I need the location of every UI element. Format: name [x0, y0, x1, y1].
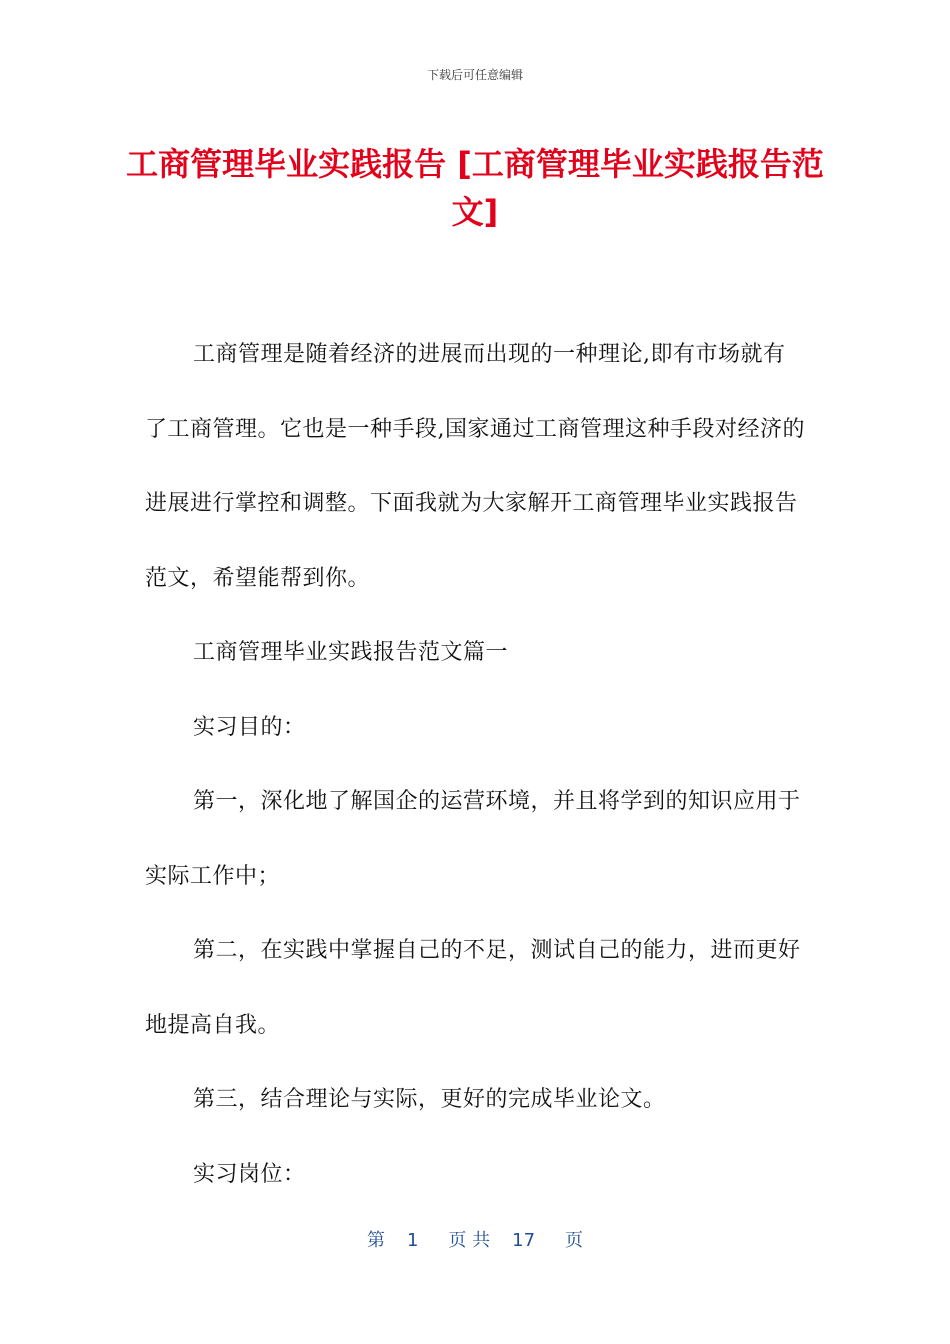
paragraph-purpose-3: 第三，结合理论与实际，更好的完成毕业论文。: [193, 1087, 666, 1112]
paragraph-purpose-1: 第一，深化地了解国企的运营环境，并且将学到的知识应用于实际工作中；: [145, 789, 801, 889]
footer-suffix: 页: [565, 1230, 584, 1251]
paragraph-position-label: 实习岗位：: [193, 1161, 306, 1187]
document-body: [145, 318, 805, 1212]
header-note: 下载后可任意编辑: [426, 68, 523, 82]
document-title: 工商管理毕业实践报告 [工商管理毕业实践报告范文]: [126, 145, 824, 231]
footer-prefix: 第: [366, 1230, 385, 1251]
paragraph-intro: 工商管理是随着经济的进展而出现的一种理论,即有市场就有了工商管理。它也是一种手段,国家通过工商管理这种手段对经济的进展进行掌控和调整。下面我就为大家解开工商管理毕业实践报告范文，希望能帮到你。: [145, 342, 805, 591]
footer-middle: 页 共: [448, 1230, 491, 1251]
paragraph-section-heading: 工商管理毕业实践报告范文篇一: [193, 640, 509, 665]
footer-page-number: 1: [406, 1230, 419, 1251]
paragraph-purpose-label: 实习目的：: [193, 714, 306, 740]
footer-total-pages: 17: [512, 1230, 536, 1251]
paragraph-purpose-2: 第二，在实践中掌握自己的不足，测试自己的能力，进而更好地提高自我。: [145, 938, 801, 1038]
page-footer: [0, 1226, 950, 1252]
